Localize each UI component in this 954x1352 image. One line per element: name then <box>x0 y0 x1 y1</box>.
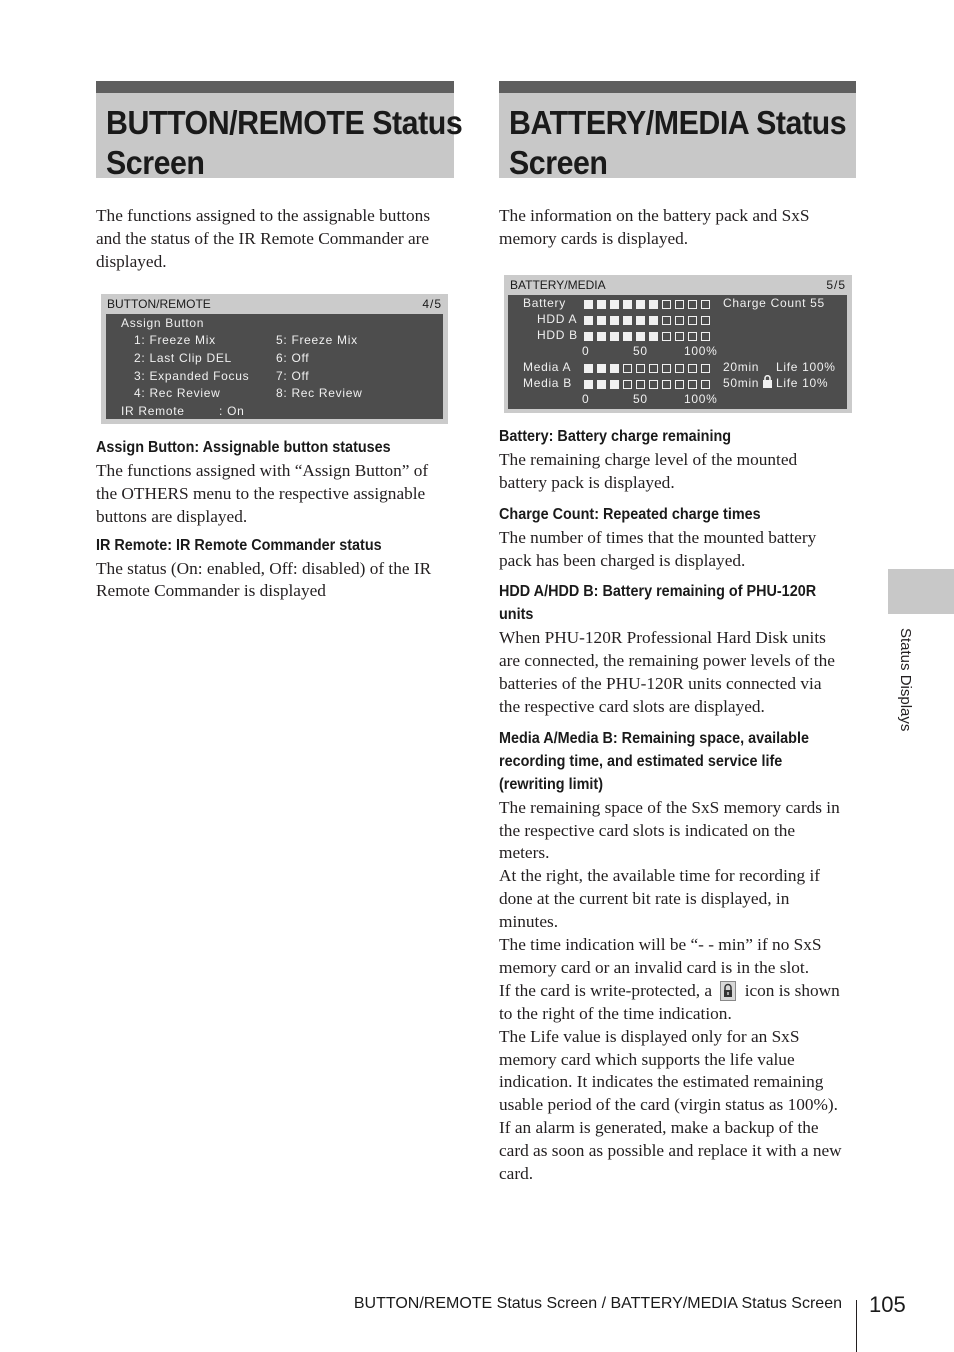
meter-segment-empty <box>701 364 710 373</box>
media-a-meter <box>584 361 714 375</box>
meter-segment-empty <box>662 316 671 325</box>
meter-segment-filled <box>649 316 658 325</box>
meter-segment-filled <box>584 380 593 389</box>
meter-segment-filled <box>610 380 619 389</box>
media-a-life: Life 100% <box>776 360 836 374</box>
meter-segment-filled <box>623 300 632 309</box>
meter-segment-filled <box>597 380 606 389</box>
meter-segment-filled <box>610 364 619 373</box>
hdd-b-label: HDD B <box>537 328 578 342</box>
meter-segment-filled <box>610 300 619 309</box>
assign-button-text: The functions assigned with “Assign Button” of the OTHERS menu to the respective assignable buttons are displayed. <box>96 460 429 526</box>
panel-header: BATTERY/MEDIA <box>510 278 606 292</box>
scale-100: 100% <box>684 392 718 406</box>
button-remote-screen <box>106 314 443 419</box>
charge-count-text: The number of times that the mounted battery pack has been charged is displayed. <box>499 527 817 570</box>
left-intro-text: The functions assigned to the assignable buttons and the status of the IR Remote Commander are displayed. <box>96 206 431 271</box>
left-title: BUTTON/REMOTE Status Screen <box>106 104 463 181</box>
ir-remote-heading: IR Remote: IR Remote Commander status <box>96 536 382 554</box>
right-title: BATTERY/MEDIA Status Screen <box>509 104 847 181</box>
scale-50: 50 <box>633 344 648 358</box>
media-b-meter <box>584 377 714 391</box>
meter-segment-empty <box>649 380 658 389</box>
meter-segment-empty <box>662 364 671 373</box>
ir-remote-label: IR Remote <box>121 404 185 418</box>
meter-segment-filled <box>597 364 606 373</box>
meter-segment-filled <box>597 300 606 309</box>
meter-segment-empty <box>675 300 684 309</box>
media-text: The remaining space of the SxS memory cards in the respective card slots is indicated on the meters. At the right, the available time for recording if done at the current bit rate is displayed, in minutes. The time indication will be “- - min” if no SxS memory card or an invalid card is in the slot. If the card is write-protected, a icon is shown to the right of the time indication. The Life value is displayed only for an SxS memory card which supports the life value indication. It indicates the estimated remaining usable period of the card (virgin status as 100%). If an alarm is generated, make a backup of the card as soon as possible and replace it with a new card. <box>499 797 842 1184</box>
meter-segment-filled <box>636 332 645 341</box>
left-intro <box>96 205 456 274</box>
scale-100: 100% <box>684 344 718 358</box>
right-column <box>499 81 856 181</box>
left-title-box <box>96 81 463 181</box>
button-8: 8: Rec Review <box>276 386 363 400</box>
meter-segment-empty <box>701 332 710 341</box>
meter-segment-filled <box>623 332 632 341</box>
battery-heading: Battery: Battery charge remaining <box>499 428 732 445</box>
hdd-heading: HDD A/HDD B: Battery remaining of PHU-120R units <box>499 583 817 624</box>
meter-segment-empty <box>623 380 632 389</box>
scale-0: 0 <box>582 392 590 406</box>
media-heading: Media A/Media B: Remaining space, available recording time, and estimated service life (rewriting limit) <box>499 729 809 793</box>
button-remote-panel <box>101 294 448 424</box>
meter-segment-filled <box>584 332 593 341</box>
media-b-label: Media B <box>523 376 572 390</box>
meter-segment-filled <box>649 332 658 341</box>
section-tab-label: Status Displays <box>897 628 914 732</box>
button-4: 4: Rec Review <box>134 386 221 400</box>
button-2: 2: Last Clip DEL <box>134 351 232 365</box>
meter-segment-filled <box>636 316 645 325</box>
meter-segment-filled <box>623 316 632 325</box>
meter-segment-empty <box>701 380 710 389</box>
media-b-time: 50min <box>723 376 760 390</box>
media-a-time: 20min <box>723 360 760 374</box>
scale-0: 0 <box>582 344 590 358</box>
footer-divider <box>856 1300 857 1352</box>
meter-segment-empty <box>675 364 684 373</box>
battery-meter <box>584 297 714 311</box>
write-protect-lock-icon <box>720 981 736 1001</box>
media-a-label: Media A <box>523 360 572 374</box>
charge-count-heading: Charge Count: Repeated charge times <box>499 505 761 523</box>
meter-segment-empty <box>662 380 671 389</box>
page-number: 105 <box>869 1292 906 1317</box>
left-sections <box>96 437 456 603</box>
meter-segment-filled <box>597 332 606 341</box>
left-column <box>96 81 463 181</box>
meter-segment-empty <box>675 316 684 325</box>
running-footer: BUTTON/REMOTE Status Screen / BATTERY/MEDIA Status Screen <box>353 1295 842 1312</box>
right-sections <box>499 426 859 1186</box>
panel-page: 5/5 <box>826 278 846 292</box>
ir-remote-text: The status (On: enabled, Off: disabled) of the IR Remote Commander is displayed <box>96 558 432 601</box>
meter-segment-empty <box>688 332 697 341</box>
meter-segment-filled <box>610 332 619 341</box>
meter-segment-filled <box>584 364 593 373</box>
panel-header: BUTTON/REMOTE <box>107 297 211 311</box>
media-b-life: Life 10% <box>776 376 829 390</box>
button-7: 7: Off <box>276 369 310 383</box>
ir-remote-value: : On <box>219 404 245 418</box>
meter-segment-empty <box>623 364 632 373</box>
meter-segment-filled <box>636 300 645 309</box>
button-5: 5: Freeze Mix <box>276 333 358 347</box>
meter-segment-empty <box>675 380 684 389</box>
lock-icon <box>762 375 773 391</box>
button-1: 1: Freeze Mix <box>134 333 216 347</box>
meter-segment-empty <box>701 316 710 325</box>
meter-segment-filled <box>584 316 593 325</box>
right-title-box <box>499 81 856 181</box>
button-3: 3: Expanded Focus <box>134 369 250 383</box>
button-6: 6: Off <box>276 351 310 365</box>
meter-segment-filled <box>649 300 658 309</box>
meter-segment-empty <box>688 364 697 373</box>
meter-segment-empty <box>675 332 684 341</box>
section-tab <box>888 569 954 614</box>
right-intro-text: The information on the battery pack and SxS memory cards is displayed. <box>499 206 810 248</box>
meter-segment-empty <box>688 316 697 325</box>
right-intro <box>499 205 859 251</box>
battery-text: The remaining charge level of the mounted battery pack is displayed. <box>499 449 798 492</box>
assign-button-heading: Assign Button: Assignable button statuses <box>96 439 391 456</box>
scale-50: 50 <box>633 392 648 406</box>
hdd-text: When PHU-120R Professional Hard Disk units are connected, the remaining power levels of the batteries of the PHU-120R units connected via the respective card slots are displayed. <box>499 628 835 716</box>
battery-media-panel <box>504 275 852 413</box>
meter-segment-filled <box>610 316 619 325</box>
assign-button-label: Assign Button <box>121 316 205 330</box>
hdd-a-meter <box>584 313 714 327</box>
meter-segment-filled <box>597 316 606 325</box>
hdd-b-meter <box>584 329 714 343</box>
charge-count: Charge Count 55 <box>723 296 825 310</box>
panel-page: 4/5 <box>422 297 442 311</box>
meter-segment-empty <box>688 300 697 309</box>
meter-segment-empty <box>662 300 671 309</box>
meter-segment-empty <box>636 380 645 389</box>
meter-segment-empty <box>649 364 658 373</box>
battery-label: Battery <box>523 296 566 310</box>
meter-segment-empty <box>662 332 671 341</box>
meter-segment-empty <box>636 364 645 373</box>
meter-segment-empty <box>701 300 710 309</box>
battery-media-screen <box>508 295 847 409</box>
hdd-a-label: HDD A <box>537 312 578 326</box>
meter-segment-filled <box>584 300 593 309</box>
meter-segment-empty <box>688 380 697 389</box>
